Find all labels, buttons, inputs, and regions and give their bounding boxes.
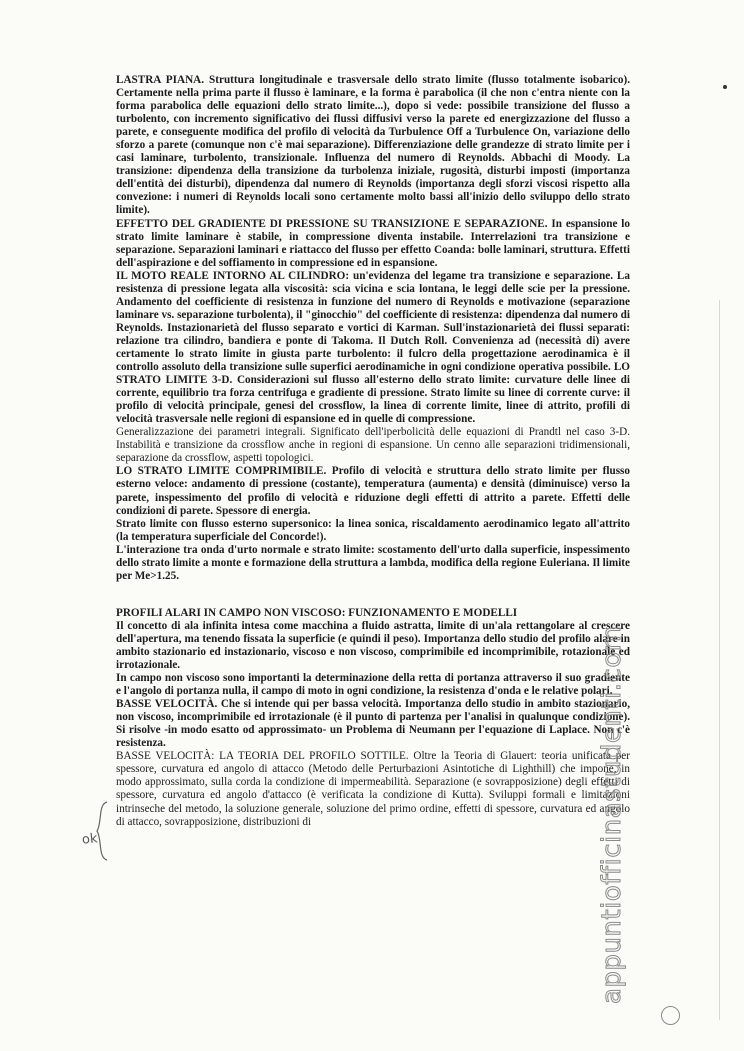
ink-dot bbox=[723, 85, 727, 89]
paragraph-strato-comprimibile: LO STRATO LIMITE COMPRIMIBILE. Profilo di velocità e struttura dello strato limite per flusso esterno veloce: andamento di pressione (costante), temperatura (aumenta) e densità (diminuisce) verso la parete, inspessimento del profilo di velocità e riduzione degli effetti di attrito a parete. Effetti delle condizioni di parete. Spessore di energia. bbox=[116, 465, 630, 517]
page-edge-line bbox=[719, 300, 720, 1020]
document-body bbox=[116, 74, 630, 829]
paragraph-gradiente-pressione: EFFETTO DEL GRADIENTE DI PRESSIONE SU TRANSIZIONE E SEPARAZIONE. In espansione lo strato limite laminare è stabile, in compressione diventa instabile. Interrelazioni tra transizione e separazione. Separazioni laminari e riattacco del flusso per effetto Coanda: bolle laminari, struttura. Effetti dell'aspirazione e del soffiamento in compressione ed in espansione. bbox=[116, 217, 630, 269]
paragraph-onda-urto: L'interazione tra onda d'urto normale e strato limite: scostamento dell'urto dalla superficie, inspessimento dello strato limite a monte e formazione della struttura a lambda, modifica della regione Euleriana. Il limite per Me>1.25. bbox=[116, 543, 630, 582]
paragraph-campo-non-viscoso: In campo non viscoso sono importanti la determinazione della retta di portanza attraverso il suo gradiente e l'angolo di portanza nulla, il campo di moto in ogni condizione, la resistenza d'onda e le relative polari. bbox=[116, 672, 630, 698]
paragraph-lastra-piana: LASTRA PIANA. Struttura longitudinale e trasversale dello strato limite (flusso totalmente isobarico). Certamente nella prima parte il flusso è laminare, e la forma è parabolica (il che non c'entra niente con la forma parabolica delle equazioni dello strato limite...), dopo si vede: possibile transizione del flusso a turbolento, con incremento significativo dei flussi diffusivi verso la parete ed energizzazione del flusso a parete, e conseguente modifica del profilo di velocità da Turbulence Off a Turbulence On, variazione dello sforzo a parete (comunque non c'è mai separazione). Differenziazione delle grandezze di strato limite per i casi laminare, turbolento, transizionale. Influenza del numero di Reynolds. Abbachi di Moody. La transizione: dipendenza della transizione da turbolenza iniziale, rugosità, disturbi imposti (importanza dell'entità dei disturbi), dipendenza dal numero di Reynolds (importanza degli sforzi viscosi rispetto alla convezione: i numeri di Reynolds locali sono certamente molto bassi all'inizio dello sviluppo dello strato limite). bbox=[116, 74, 630, 217]
paragraph-moto-cilindro: IL MOTO REALE INTORNO AL CILINDRO: un'evidenza del legame tra transizione e separazione. La resistenza di pressione legata alla viscosità: scia vicina e scia lontana, le leggi delle scie per la pressione. Andamento del coefficiente di resistenza in funzione del numero di Reynolds e motivazione (separazione laminare vs. separazione turbolenta), il "ginocchio" del coefficiente di resistenza: dipendenza dal numero di Reynolds. Instazionarietà del flusso separato e vortici di Karman. Sull'instazionarietà dei flussi separati: relazione tra cilindro, bandiera e ponte di Takoma. Il Dutch Roll. Convenienza ad (necessità di) avere certamente lo strato limite in giusta parte turbolento: il fulcro della progettazione aerodinamica è il controllo assoluto della transizione sulle superfici aerodinamiche in ogni condizione operativa possibile. LO STRATO LIMITE 3-D. Considerazioni sul flusso all'esterno dello strato limite: curvature delle linee di corrente, equilibrio tra forza centrifuga e gradiente di pressione. Strato limite su linee di corrente curve: il profilo di velocità principale, genesi del crossflow, la linea di corrente limite, linee di attrito, profili di velocità trasversale nelle regioni di espansione ed in quelle di compressione. bbox=[116, 269, 630, 426]
section-heading-profili-alari: PROFILI ALARI IN CAMPO NON VISCOSO: FUNZIONAMENTO E MODELLI bbox=[116, 606, 518, 619]
watermark-logo-icon bbox=[661, 1006, 680, 1025]
paragraph-supersonico: Strato limite con flusso esterno supersonico: la linea sonica, riscaldamento aerodinamico legato all'attrito (la temperatura superficiale del Concorde!). bbox=[116, 517, 630, 543]
paragraph-ala-infinita: Il concetto di ala infinita intesa come macchina a fluido astratta, limite di un'ala rettangolare al crescere dell'apertura, ma tenendo fissata la superficie (e quindi il peso). Importanza dello studio del profilo alare in ambito stazionario ed instazionario, viscoso e non viscoso, comprimibile ed incomprimibile, rotazionale ed irrotazionale. bbox=[116, 619, 630, 672]
paragraph-parametri-integrali: Generalizzazione dei parametri integrali. Significato dell'iperbolicità delle equazioni di Prandtl nel caso 3-D. Instabilità e transizione da crossflow anche in regioni di espansione. Un cenno alle separazioni tridimensionali, separazione da crossflow, aspetti topologici. bbox=[116, 426, 630, 465]
watermark-text: appuntiofficinastudenti.com bbox=[597, 625, 627, 1004]
handwritten-margin-note: ok bbox=[81, 831, 99, 848]
paragraph-basse-velocita: BASSE VELOCITÀ. Che si intende qui per bassa velocità. Importanza dello studio in ambito stazionario, non viscoso, incomprimibile ed irrotazionale (è il punto di partenza per l'analisi in qualunque condizione). Si risolve -in modo esatto od approssimato- un Problema di Neumann per l'equazione di Laplace. Non c'è resistenza. bbox=[116, 698, 630, 750]
paragraph-profilo-sottile: BASSE VELOCITÀ: LA TEORIA DEL PROFILO SOTTILE. Oltre la Teoria di Glauert: teoria unificata per spessore, curvatura ed angolo di attacco (Metodo delle Perturbazioni Asintotiche di Lighthill) che impone, in modo approssimato, sulla corda la condizione di impermeabilità. Separazione (e sovrapposizione) degli effetti di spessore, curvatura ed angolo d'attacco (è verificata la condizione di Kutta). Sviluppi formali e limitazioni intrinseche del metodo, la soluzione generale, soluzione del primo ordine, effetti di spessore, curvatura ed angolo di attacco, sovrapposizione, distribuzioni di bbox=[116, 750, 630, 828]
section-gap bbox=[116, 583, 630, 607]
